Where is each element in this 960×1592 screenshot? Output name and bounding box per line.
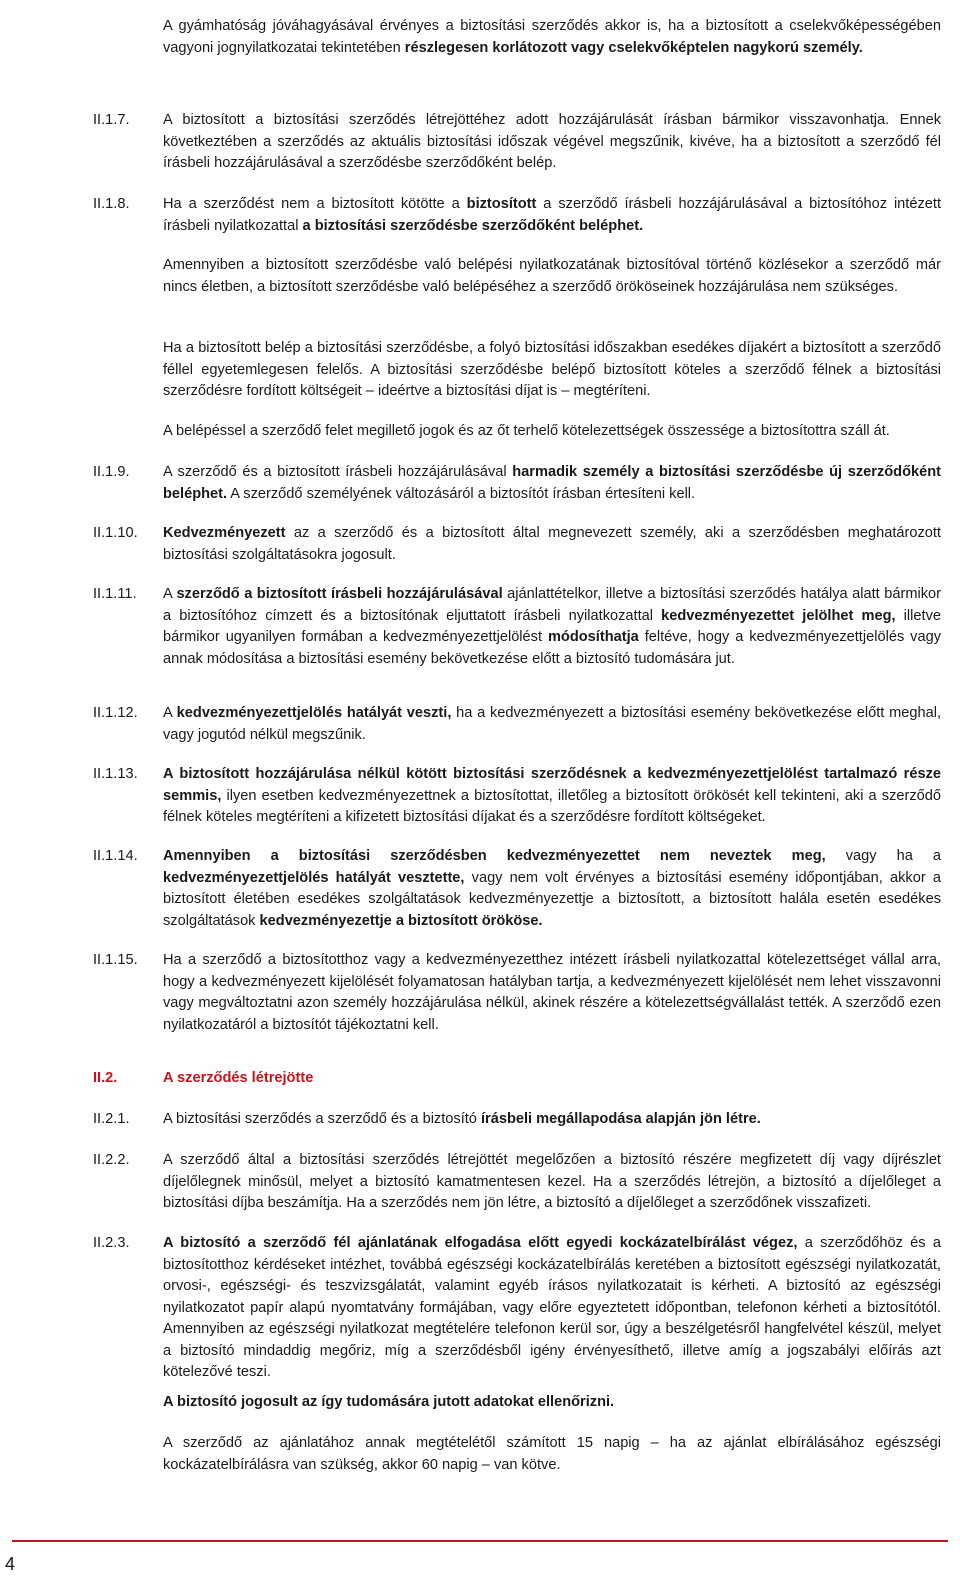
text-run: A szerződő által a biztosítási szerződés létrejöttét megelőzően a biztosító részére megfizetett díj vagy díjrészlet díjelőlegnek minősül, melyet a biztosító kamatmentesen kezel. Ha a szerződés létrejön, a biztosító a díjelőleget a biztosítási díjba beszámítja. Ha a szerződés nem jön létre, a biztosító a díjelőleget a szerződőnek visszafizeti. xyxy=(163,1152,941,1211)
section-number: II.1.12. xyxy=(93,705,138,721)
section-number: II.1.14. xyxy=(93,848,138,864)
text-run: Amennyiben a biztosított szerződésbe való belépési nyilatkozatának biztosítóval történő közlésekor a szerződő már nincs életben, a biztosított szerződésbe való belépéséhez a szerződő örököseinek hozzájárulása nem szükséges. xyxy=(163,257,941,295)
bold-text: írásbeli megállapodása alapján jön létre. xyxy=(480,1111,761,1127)
text-run: ajánlattételkor, illetve a biztosítási szerződés hatálya alatt bármikor a biztosítóhoz címzett és a biztosítónak eljuttatott írásbeli nyilatkozattal xyxy=(163,586,941,624)
paragraph xyxy=(163,194,941,237)
section-title xyxy=(163,1068,941,1090)
bold-text: Amennyiben a biztosítási szerződésben kedvezményezettet nem neveztek meg, xyxy=(163,848,826,864)
section-number: II.1.13. xyxy=(93,766,138,782)
text-run: Ha a biztosított belép a biztosítási szerződésbe, a folyó biztosítási időszakban esedékes díjakért a biztosított a szerződő féllel egyetemlegesen felelős. A biztosítási szerződésbe belépő biztosított köteles a szerződő félnek a biztosítási szerződésre fordított költségeit – ideértve a biztosítási díjat is – megtéríteni. xyxy=(163,340,941,399)
bold-text: kedvezményezettje a biztosított örököse. xyxy=(259,912,543,929)
paragraph xyxy=(163,764,941,829)
section-number: II.2.1. xyxy=(93,1111,130,1127)
section-number: II.1.9. xyxy=(93,464,130,480)
bold-text: kedvezményezettjelölés hatályát vesztette, xyxy=(163,869,465,886)
bold-text: A biztosított hozzájárulása nélkül kötött biztosítási szerződésnek a kedvezményezettjelölést tartalmazó része semmis, xyxy=(163,766,941,804)
text-run: A xyxy=(163,586,177,602)
paragraph xyxy=(163,846,941,932)
text-run: az a szerződő és a biztosított által megnevezett személy, aki a szerződésben meghatározott biztosítási szolgáltatásokra jogosult. xyxy=(163,525,941,563)
paragraph xyxy=(163,584,941,670)
paragraph xyxy=(163,462,941,505)
bold-text: a biztosítási szerződésbe szerződőként beléphet. xyxy=(302,217,644,234)
paragraph xyxy=(163,1150,941,1215)
section-number: II.2.2. xyxy=(93,1152,130,1168)
text-run: ilyen esetben kedvezményezettnek a biztosítottat, illetőleg a biztosított örökösét kell tekinteni, aki a szerződő félnek köteles megtéríteni a kifizetett biztosítási díjakat és a szerződésre fordított költségeket. xyxy=(163,787,941,825)
text-run: Ha a szerződést nem a biztosított kötötte a xyxy=(163,196,467,212)
page-number: 4 xyxy=(5,1554,16,1574)
text-run: A belépéssel a szerződő felet megillető jogok és az őt terhelő kötelezettségek összessége a biztosítottra száll át. xyxy=(163,423,890,439)
text-run: vagy nem volt érvényes a biztosítási esemény időpontjában, akkor a biztosított életében esedékes szolgáltatások kedvezményezettje a biztosított, a biztosított halála esetén esedékes szolgáltatások xyxy=(163,869,941,929)
text-run: A szerződő személyének változásáról a biztosítót írásban értesíteni kell. xyxy=(227,485,696,502)
section-number: II.1.11. xyxy=(93,586,137,602)
section-number: II.1.15. xyxy=(93,952,138,968)
text-run: a szerződő írásbeli hozzájárulásával a biztosítóhoz intézett írásbeli nyilatkozattal xyxy=(163,196,941,234)
bold-text: részlegesen korlátozott vagy cselekvőképtelen nagykorú személy. xyxy=(404,39,863,56)
bold-text: kedvezményezettet jelölhet meg, xyxy=(661,607,896,624)
text-run: A szerződő az ajánlatához annak megtételétől számított 15 napig – ha az ajánlat elbírálásához egészségi kockázatelbírálásra van szükség, akkor 60 napig – van kötve. xyxy=(163,1435,941,1473)
paragraph xyxy=(163,338,941,403)
paragraph xyxy=(163,703,941,746)
text-run: a szerződőhöz és a biztosítotthoz kérdéseket intézhet, továbbá egészségi kockázatelbírálás keretében a biztosított egészségi nyilatkozatát, orvosi-, egészségi- és teszvizsgálatát, valamint egyéb írásos nyilatkozatait is kérheti. A biztosító az egészségi nyilatkozatot papír alapú nyomtatvány formájában, vagy előre egyeztetett időpontban, telefonon kérheti a biztosítótól. Amennyiben az egészségi nyilatkozat megtételére telefonon kerül sor, úgy a beszélgetésről hangfelvétel készül, melyet a biztosító mindaddig megőriz, míg a szerződésből igény érvényesíthető, illetve amíg a jogszabályi előírás azt kötelezővé teszi. xyxy=(163,1235,941,1380)
text-run: Ha a szerződő a biztosítotthoz vagy a kedvezményezetthez intézett írásbeli nyilatkozattal kötelezettséget vállal arra, hogy a kedvezményezett kijelölését folyamatosan hatályban tartja, a kedvezményezett kijelölését nem lehet visszavonni vagy megváltoztatni azon személy hozzájárulása nélkül, akinek részére a kötelezettségvállalást tették. A szerződő ezen nyilatkozatáról a biztosítót tájékoztatni kell. xyxy=(163,952,941,1033)
bold-text: A biztosító jogosult az így tudomására jutott adatokat ellenőrizni. xyxy=(163,1394,615,1410)
text-run: feltéve, hogy a kedvezményezettjelölés vagy annak módosítása a biztosítási esemény bekövetkezése előtt a biztosító tudomására jut. xyxy=(163,629,941,667)
text-run: A xyxy=(163,705,177,721)
text-run: A gyámhatóság jóváhagyásával érvényes a biztosítási szerződés akkor is, ha a biztosított a cselekvőképességében vagyoni jognyilatkozatai tekintetében xyxy=(163,18,941,56)
paragraph xyxy=(163,1233,941,1384)
text-run: A biztosított a biztosítási szerződés létrejöttéhez adott hozzájárulását írásban bármikor visszavonhatja. Ennek következtében a szerződés az aktuális biztosítási időszak végével megszűnik, kivéve, ha a biztosított a szerződő fél írásbeli hozzájárulásával a szerződésbe szerződőként belép. xyxy=(163,112,941,171)
section-number: II.1.8. xyxy=(93,196,130,212)
footer-rule xyxy=(12,1540,948,1542)
bold-text: szerződő a biztosított írásbeli hozzájárulásával xyxy=(176,586,503,602)
paragraph xyxy=(163,1109,941,1131)
section-number: II.2.3. xyxy=(93,1235,130,1251)
section-number: II.1.7. xyxy=(93,112,130,128)
bold-text: biztosított xyxy=(466,196,537,212)
bold-text: A biztosító a szerződő fél ajánlatának elfogadása előtt egyedi kockázatelbírálást végez, xyxy=(163,1235,798,1251)
paragraph xyxy=(163,16,941,59)
bold-text: Kedvezményezett xyxy=(163,525,286,541)
paragraph xyxy=(163,523,941,566)
text-run: A biztosítási szerződés a szerződő és a biztosító xyxy=(163,1111,481,1127)
paragraph xyxy=(163,110,941,175)
paragraph xyxy=(163,255,941,298)
paragraph xyxy=(163,421,941,443)
section-number: II.2. xyxy=(93,1070,118,1086)
text-run: A szerződő és a biztosított írásbeli hozzájárulásával xyxy=(163,464,513,480)
bold-text: módosíthatja xyxy=(547,629,639,645)
text-run: ha a kedvezményezett a biztosítási esemény bekövetkezése előtt meghal, vagy jogutód nélkül megszűnik. xyxy=(163,705,942,743)
paragraph xyxy=(163,1433,941,1476)
text-run: A szerződés létrejötte xyxy=(163,1070,314,1086)
section-number: II.1.10. xyxy=(93,525,138,541)
bold-text: harmadik személy a biztosítási szerződésbe új szerződőként beléphet. xyxy=(163,464,941,502)
paragraph xyxy=(163,1392,941,1414)
paragraph xyxy=(163,950,941,1036)
text-run: illetve bármikor ugyanilyen formában a kedvezményezettjelölést xyxy=(163,607,941,645)
bold-text: kedvezményezettjelölés hatályát veszti, xyxy=(176,705,452,721)
text-run: vagy ha a xyxy=(825,848,941,864)
